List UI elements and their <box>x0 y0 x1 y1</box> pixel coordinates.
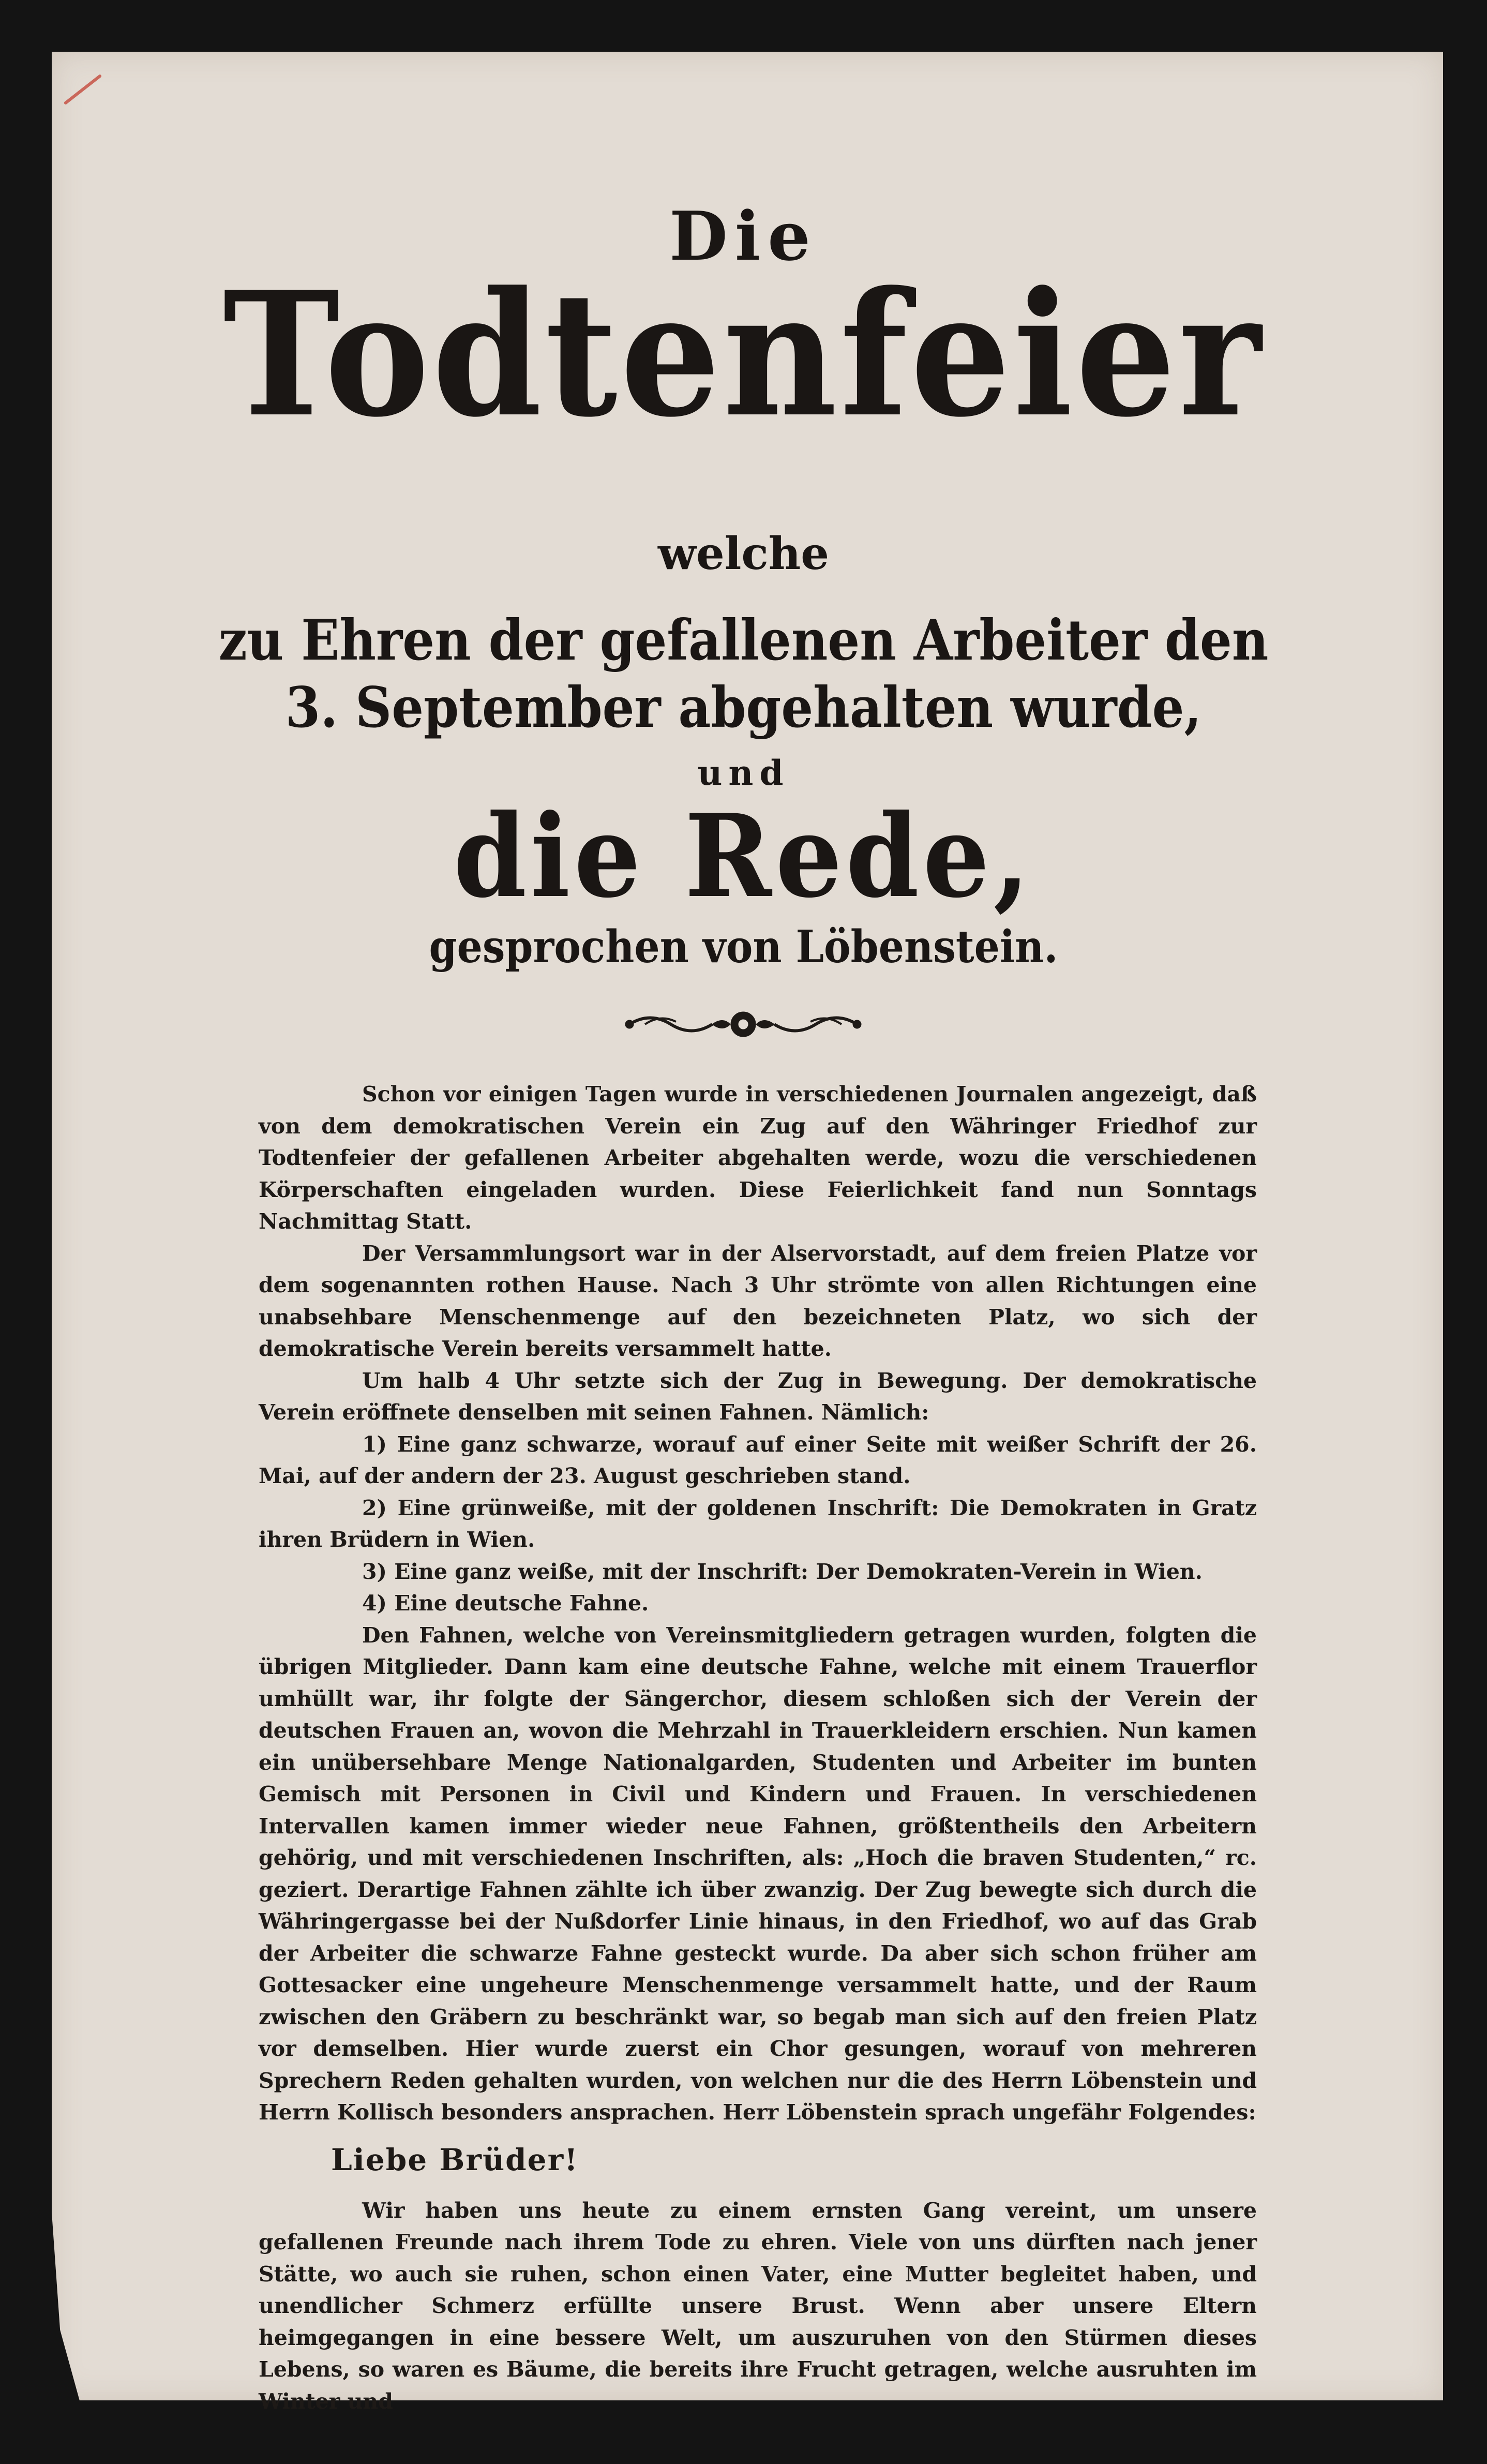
paragraph: Der Versammlungsort war in der Alservorstadt, auf dem freien Platze vor dem sogenannten rothen Hause. Nach 3 Uhr strömte von allen Richtungen eine unabsehbare Menschenmenge auf den bezeichneten Platz, wo sich der demokratische Verein bereits versammelt hatte. <box>259 1241 1257 1361</box>
speech-text: Wir haben uns heute zu einem ernsten Gang vereint, um unsere gefallenen Freunde nach ihrem Tode zu ehren. Viele von uns dürften nach jener Stätte, wo auch sie ruhen, schon einen Vater, eine Mutter begleitet haben, und unendlicher Schmerz erfüllte unsere Brust. Wenn aber unsere Eltern heimgegangen in eine bessere Welt, um auszuruhen von den Stürmen dieses Lebens, so waren es Bäume, die bereits ihre Frucht getragen, welche ausruhten im Winter und <box>259 2198 1257 2414</box>
article-body <box>259 1079 1257 2417</box>
paragraph: Um halb 4 Uhr setzte sich der Zug in Bewegung. Der demokratische Verein eröffnete denselben mit seinen Fahnen. Nämlich: <box>259 1368 1257 1425</box>
list-item: 4) Eine deutsche Fahne. <box>362 1591 649 1616</box>
list-item: 2) Eine grünweiße, mit der goldenen Inschrift: Die Demokraten in Gratz ihren Brüdern in Wien. <box>259 1495 1257 1552</box>
subtitle-und: und <box>697 753 790 793</box>
paragraph: Schon vor einigen Tagen wurde in verschiedenen Journalen angezeigt, daß von dem demokratischen Verein ein Zug auf den Währinger Friedhof zur Todtenfeier der gefallenen Arbeiter abgehalten werde, wozu die verschiedenen Körperschaften eingeladen wurden. Diese Feierlichkeit fand nun Sonntags Nachmittag Statt. <box>259 1082 1257 1234</box>
main-title: Todtenfeier <box>223 254 1264 455</box>
paragraph: Den Fahnen, welche von Vereinsmitgliedern getragen wurden, folgten die übrigen Mitglieder. Dann kam eine deutsche Fahne, welche mit einem Trauerflor umhüllt war, ihr folgte der Sängerchor, diesem schloßen sich der Verein der deutschen Frauen an, wovon die Mehrzahl in Trauerkleidern erschien. Nun kamen ein unübersehbare Menge Nationalgarden, Studenten und Arbeiter im bunten Gemisch mit Personen in Civil und Kindern und Frauen. In verschiedenen Intervallen kamen immer wieder neue Fahnen, größtentheils den Arbeitern gehörig, und mit verschiedenen Inschriften, als: „Hoch die braven Studenten,“ rc. geziert. Derartige Fahnen zählte ich über zwanzig. Der Zug bewegte sich durch die Währingergasse bei der Nußdorfer Linie hinaus, in den Friedhof, wo auf das Grab der Arbeiter die schwarze Fahne gesteckt wurde. Da aber sich schon früher am Gottesacker eine ungeheure Menschenmenge versammelt hatte, und der Raum zwischen den Gräbern zu beschränkt war, so begab man sich auf den freien Platz vor demselben. Hier wurde zuerst ein Chor gesungen, worauf von mehreren Sprechern Reden gehalten wurden, von welchen nur die des Herrn Löbenstein und Herrn Kollisch besonders ansprachen. Herr Löbenstein sprach ungefähr Folgendes: <box>259 1622 1257 2125</box>
author-line: gesprochen von Löbenstein. <box>429 921 1058 973</box>
list-item: 3) Eine ganz weiße, mit der Inschrift: Der Demokraten-Verein in Wien. <box>362 1559 1203 1584</box>
floral-ornament-icon <box>614 1001 873 1048</box>
title-die: Die <box>669 197 818 276</box>
title-rede: die Rede, <box>453 789 1034 923</box>
list-item: 1) Eine ganz schwarze, worauf auf einer Seite mit weißer Schrift der 26. Mai, auf der andern der 23. August geschrieben stand. <box>259 1431 1257 1488</box>
subtitle-line-1: zu Ehren der gefallenen Arbeiter den <box>218 608 1269 673</box>
subtitle-line-2: 3. September abgehalten wurde, <box>285 675 1202 740</box>
speech-salutation: Liebe Brüder! <box>331 2142 579 2177</box>
subtitle-welche: welche <box>657 528 830 580</box>
